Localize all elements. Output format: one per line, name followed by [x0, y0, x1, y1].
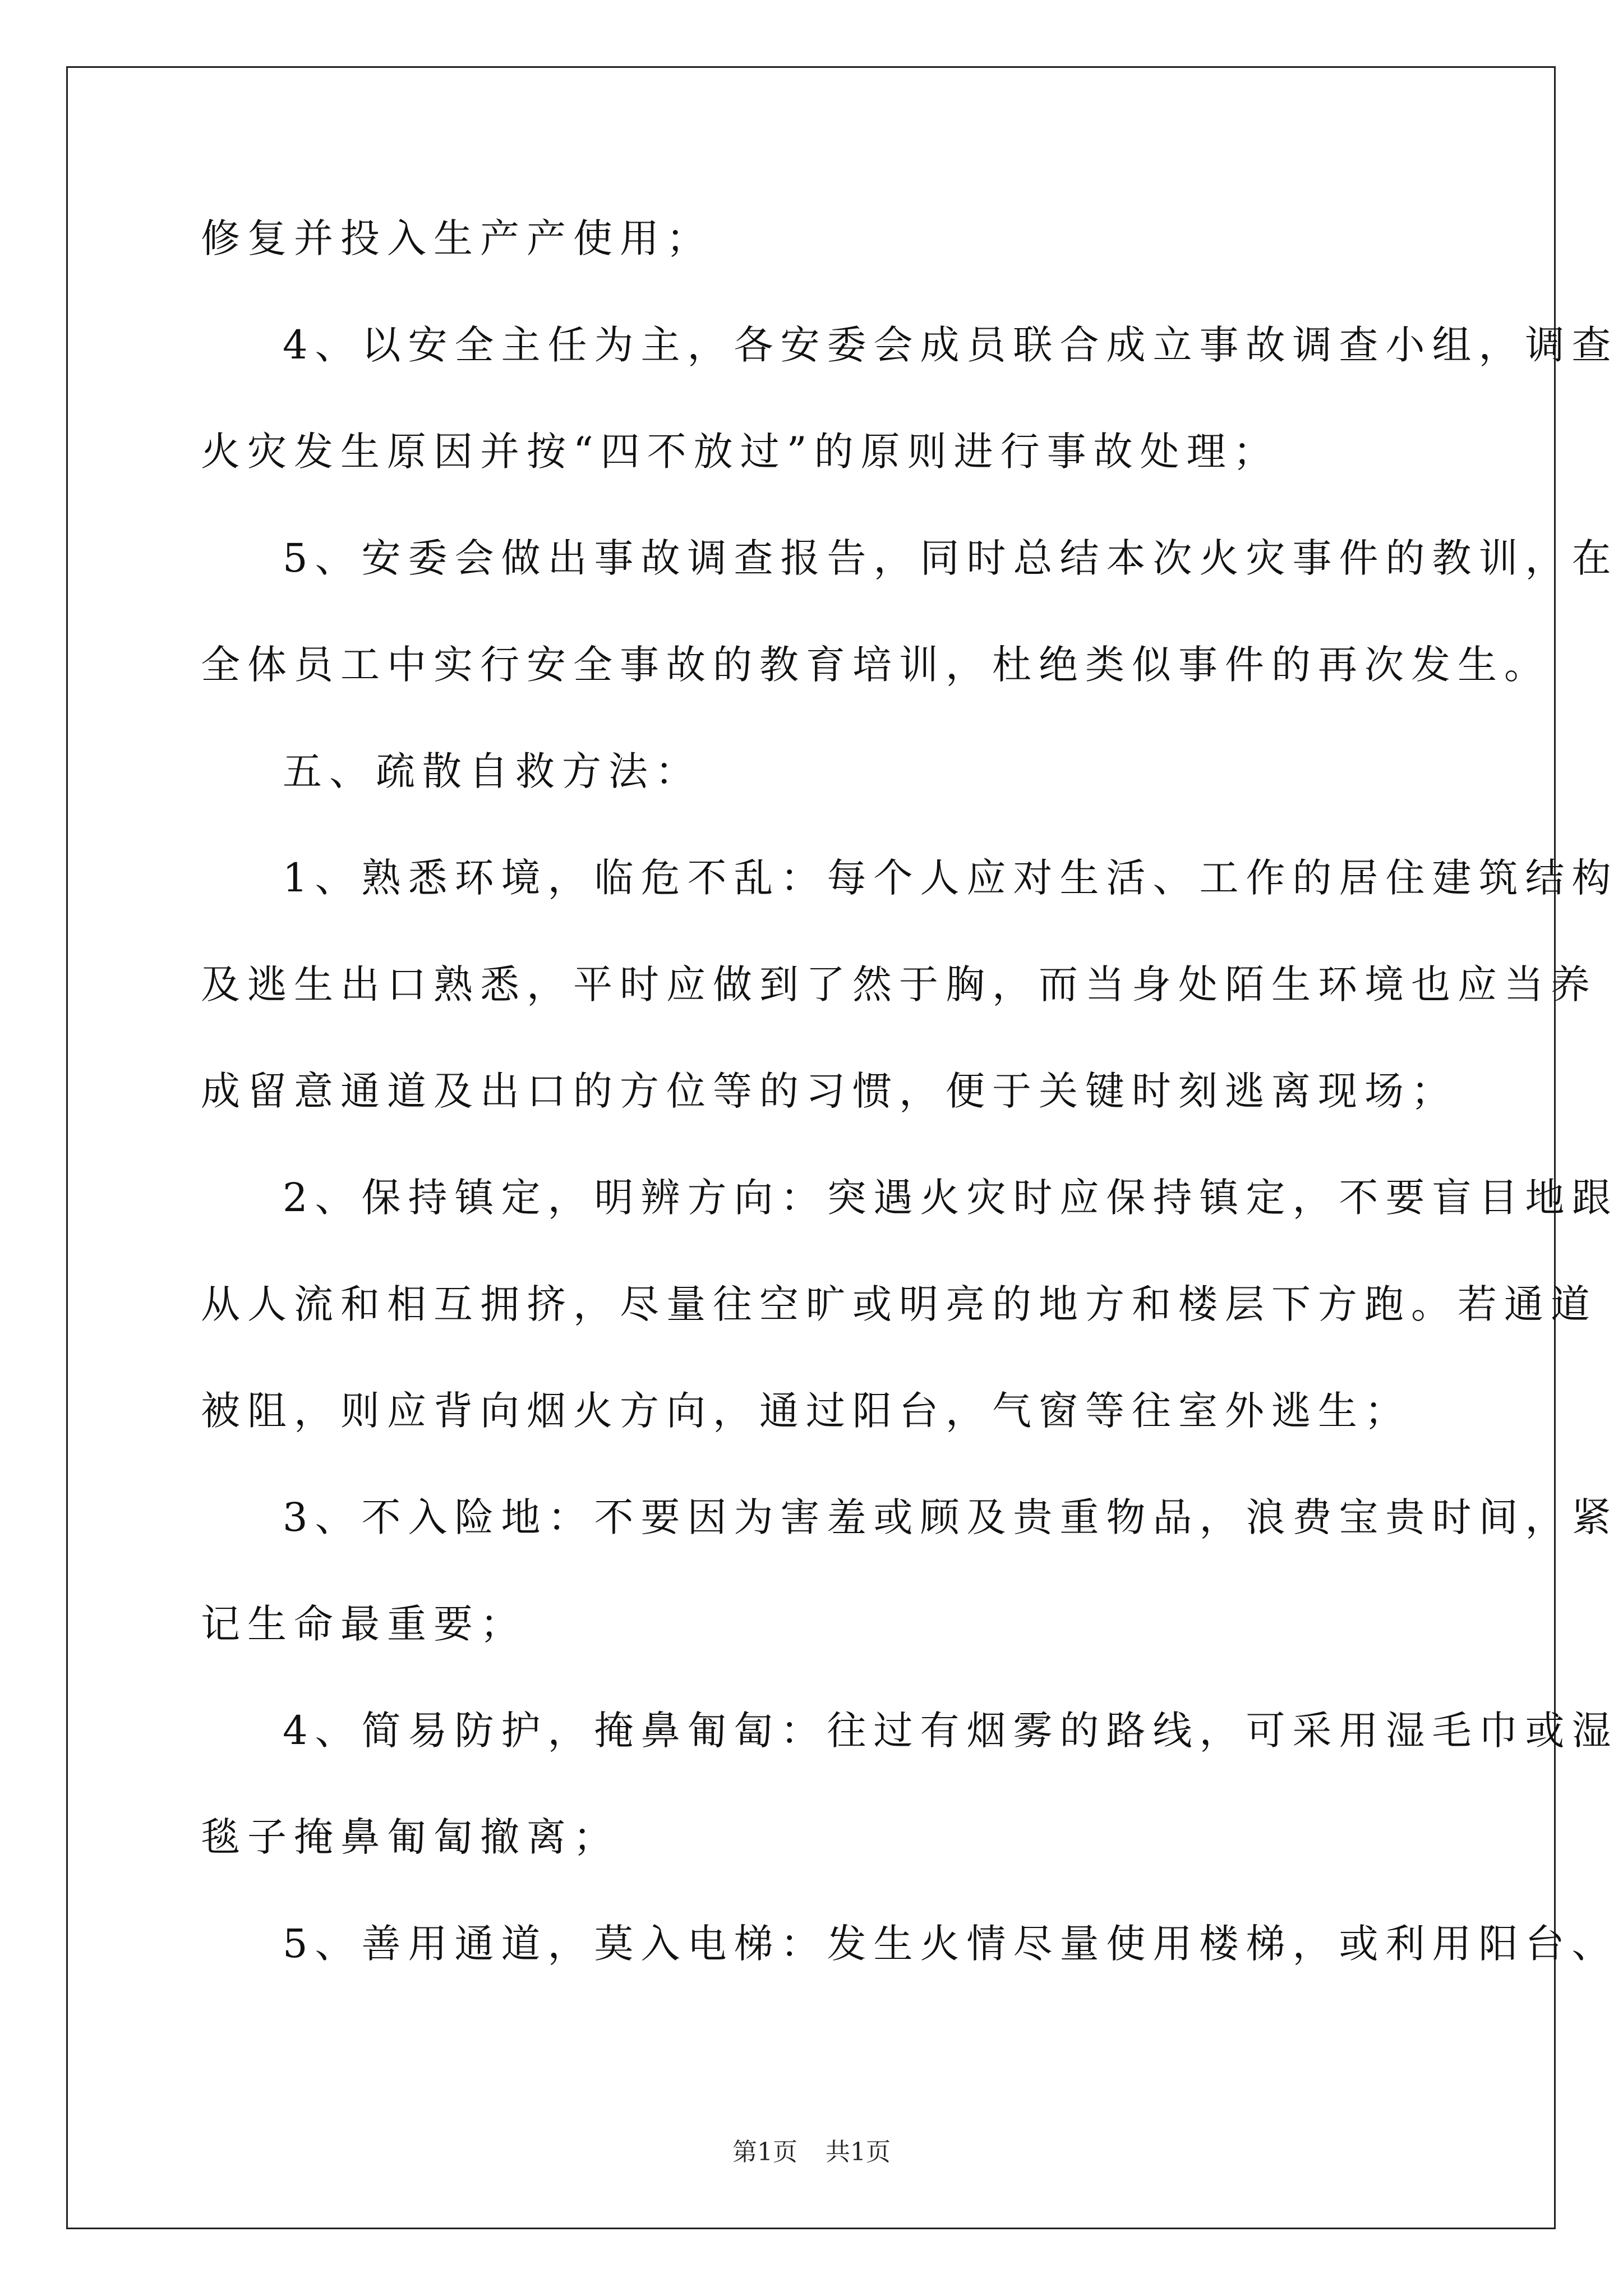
section-heading: 五、疏散自救方法：: [283, 748, 702, 794]
text-line: 3、不入险地：不要因为害羞或顾及贵重物品，浪费宝贵时间，紧: [283, 1494, 1619, 1540]
page-number-total: 共1页: [826, 2138, 891, 2166]
text-line: 记生命最重要；: [201, 1601, 527, 1647]
text-line: 5、安委会做出事故调查报告，同时总结本次火灾事件的教训，在: [283, 535, 1619, 581]
text-line: 2、保持镇定，明辨方向：突遇火灾时应保持镇定，不要盲目地跟: [283, 1175, 1619, 1221]
page-number-current: 第1页: [732, 2138, 797, 2166]
text-line: 毯子掩鼻匍匐撤离；: [201, 1814, 620, 1860]
text-line: 被阻，则应背向烟火方向，通过阳台，气窗等往室外逃生；: [201, 1388, 1411, 1434]
text-line: 4、以安全主任为主，各安委会成员联合成立事故调查小组，调查: [283, 322, 1619, 368]
text-line: 全体员工中实行安全事故的教育培训，杜绝类似事件的再次发生。: [201, 642, 1551, 688]
text-line: 成留意通道及出口的方位等的习惯，便于关键时刻逃离现场；: [201, 1068, 1458, 1114]
page-footer: [0, 2132, 1623, 2168]
text-line: 4、简易防护，掩鼻匍匐：往过有烟雾的路线，可采用湿毛巾或湿: [283, 1708, 1619, 1754]
text-line: 火灾发生原因并按“四不放过”的原则进行事故处理；: [201, 429, 1280, 475]
text-line: 从人流和相互拥挤，尽量往空旷或明亮的地方和楼层下方跑。若通道: [201, 1281, 1597, 1327]
page-border: [66, 66, 1556, 2229]
text-line: 1、熟悉环境，临危不乱：每个人应对生活、工作的居住建筑结构: [283, 855, 1619, 901]
text-line: 5、善用通道，莫入电梯：发生火情尽量使用楼梯，或利用阳台、: [283, 1921, 1619, 1967]
text-line: 修复并投入生产产使用；: [201, 215, 713, 261]
text-line: 及逃生出口熟悉，平时应做到了然于胸，而当身处陌生环境也应当养: [201, 961, 1597, 1007]
